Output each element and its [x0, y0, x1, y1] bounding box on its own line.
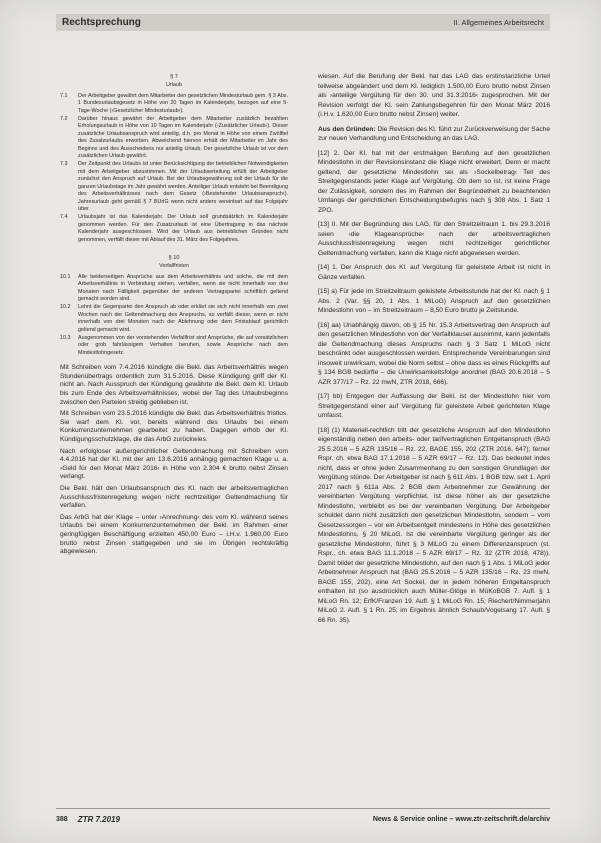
clause — [60, 93, 288, 115]
body-paragraph: Das ArbG hat der Klage – unter ›Anrechnung‹ des vom Kl. während seines Urlaubs bei einem Konkurrenzunternehmen der Bekl. im Rahmen einer geringfügigen Beschäftigung erzielten 450,00 Euro – i.H.v. 1.960,00 Euro brutto nebst Zinsen stattgegeben und sie im Übrigen rechtskräftig abgewiesen. — [60, 513, 288, 556]
journal-logo: ZTR 7.2019 — [77, 814, 120, 824]
page-number: 388 — [56, 815, 68, 823]
body-paragraph: Mit Schreiben vom 23.5.2016 kündigte die Bekl. das Arbeitsverhältnis fristlos. Sie warf dem Kl. vor, bereits während des Urlaubs bei einem Konkurrenzunternehmen gearbeitet zu haben. Dagegen erhob der Kl. Kündigungsschutzklage, die das ArbG zurückwies. — [60, 410, 288, 443]
section-10-subtitle: Verfallfristen — [159, 263, 189, 270]
reasons-lead: Aus den Gründen: — [318, 125, 376, 133]
left-column — [60, 74, 288, 560]
body-paragraph: [14] 1. Der Anspruch des Kl. auf Vergütung für geleistete Arbeit ist nicht in Gänze verfallen. — [318, 264, 550, 281]
body-paragraph: Nach erfolgloser außergerichtlicher Geltendmachung mit Schreiben vom 4.4.2016 hat der Kl. mit der am 13.6.2016 anhängig gemachten Klage u. a. ›Geld für den Monat März 2016‹ in Höhe von 2.304 € brutto nebst Zinsen verlangt. — [60, 447, 288, 481]
header-chapter: II. Allgemeines Arbeitsrecht — [453, 18, 544, 27]
body-paragraph: [15] a) Für jede im Streitzeitraum geleistete Arbeitsstunde hat der Kl. nach § 1 Abs. 2 (Var. §§ 20, 1 Abs. 1 MiLoG) Anspruch auf den gesetzlichen Mindestlohn von – im Streitzeitraum – 8,50 Euro brutto je Zeitstunde. — [318, 288, 550, 314]
section-10-clauses — [60, 274, 288, 357]
clause-number: 7.2 — [60, 116, 68, 123]
clause-text: Der Arbeitgeber gewährt dem Mitarbeiter den gesetzlichen Mindesturlaub gem. § 3 Abs. 1 Bundesurlaubsgesetz in Höhe von 20 Tagen im Kalenderjahr, bezogen auf eine 5-Tage-Woche (›Gesetzlicher Mindesturlaub‹). — [78, 92, 288, 114]
reasons-text: Die Revision des Kl. führt zur Zurückverweisung der Sache zur neuen Verhandlung und Entscheidung an das LAG. — [318, 125, 551, 142]
body-paragraph: Die Bekl. hält den Urlaubsanspruch des Kl. nach der arbeitsvertraglichen Ausschlussfristenregelung wegen nicht rechtzeitiger Geltendmachung für verfallen. — [60, 484, 288, 510]
body-paragraph: [16] aa) Unabhängig davon, ob § 15 Nr. 15.3 Arbeitsvertrag den Anspruch auf den gesetzlichen Mindestlohn von der Verfallklausel ausnimmt, kann jedenfalls die Geltendmachung dieses Anspruchs nach § 3 Satz 1 MiLoG nicht beschränkt oder ausgeschlossen werden. Entsprechende Vereinbarungen sind insoweit unwirksam, wobei die Norm selbst – ohne dass es eines Rückgriffs auf § 134 BGB bedürfte – die Unwirksamkeitsfolge anordnet (BAG 20.6.2018 – 5 AZR 377/17 – Rz. 22 mwN, ZTR 2018, 666). — [318, 321, 550, 386]
body-paragraph: [12] 2. Der Kl. hat mit der erstmaligen Berufung auf den gesetzlichen Mindestlohn in der Revisionsinstanz die Klage nicht erweitert. Denn er macht geltend, der gesetzliche Mindestlohn sei als ›Sockelbetrag‹ Teil des Streitgegenstands jeder Klage auf Vergütung. Ob dem so ist, ist keine Frage der Zulässigkeit, sondern des im Rahmen der Begründetheit zu beachtenden Umfangs der gerichtlichen Entscheidungsbefugnis nach § 308 Abs. 1 Satz 1 ZPO. — [318, 149, 550, 214]
clause-text: Lehnt die Gegenpartei den Anspruch ab oder erklärt sie sich nicht innerhalb von zwei Wochen nach der Geltendmachung des Anspruchs, so verfällt dieser, wenn er nicht innerhalb von drei Monaten nach der Ablehnung oder dem Fristablauf gerichtlich geltend gemacht wird. — [78, 304, 288, 333]
clause-text: Darüber hinaus gewährt der Arbeitgeber dem Mitarbeiter zusätzlich bezahlten Erholungsurlaub in Höhe von 10 Tagen im Kalenderjahr (›Zusätzlicher Urlaub‹). Dieser zusätzliche Urlaubsanspruch wird anteilig, d.h. pro Monat in Höhe von einem Zwölftel des Zusatzurlaubs erworben. Abweichend hiervon erhält der Mitarbeiter im Jahr des Beginns und des Ausscheidens nur anteilig Urlaub. Der gesetzliche Urlaub ist vor dem zusätzlichen Urlaub gewährt. — [78, 116, 288, 160]
clause — [60, 335, 288, 357]
page-footer — [56, 812, 550, 826]
section-7-clauses — [60, 93, 288, 244]
clause — [60, 161, 288, 213]
section-7-title: § 7 — [170, 74, 178, 80]
footer-left — [56, 815, 120, 824]
clause — [60, 116, 288, 160]
clause-number: 10.3 — [60, 335, 71, 341]
section-10-title: § 10 — [168, 254, 180, 261]
footer-link[interactable]: News & Service online – www.ztr-zeitschrift.de/archiv — [372, 815, 550, 823]
section-7-subtitle: Urlaub — [166, 82, 182, 89]
clause-number: 7.4 — [60, 214, 68, 221]
clause-text: Alle beiderseitigen Ansprüche aus dem Arbeitsverhältnis und solche, die mit dem Arbeitsverhältnis in Verbindung stehen, verfallen, wenn sie nicht innerhalb von drei Monaten nach Fälligkeit gegenüber der anderen Vertragspartei schriftlich geltend gemacht worden sind. — [78, 273, 288, 302]
clause-number: 10.1 — [60, 273, 71, 280]
right-column — [318, 72, 550, 630]
clause-text: Der Zeitpunkt des Urlaubs ist unter Berücksichtigung der betrieblichen Notwendigkeiten mit dem Arbeitgeber abzustimmen. Mit der Urlaubserteilung erfüllt der Arbeitgeber zunächst den Anspruch auf Urlaub. Bei der Urlaubsgewährung soll der Urlaub für die ganzen Urlaubstage im Jahr gewährt werden. Anteiliger Urlaub entsteht bei Beendigung des Arbeitsverhältnisses nach dem Gesetz (›Bestehender Urlaubsanspruch‹). Jahresurlaub geht gemäß § 7 BUrlG wenn nicht anders vereinbart auf das Folgejahr über. — [78, 161, 288, 212]
running-header — [56, 14, 550, 31]
clause — [60, 304, 288, 334]
body-paragraph: [18] (1) Materiell-rechtlich tritt der gesetzliche Anspruch auf den Mindestlohn eigenständig neben den arbeits- oder tarifvertraglichen Entgeltanspruch (BAG 25.5.2016 – 5 AZR 135/16 – Rz. 22, BAGE 155, 202 (ZTR 2016, 647); ferner Rspr. ch. etwa BAG 17.1.2018 – 5 AZR 69/17 – Rz. 12). Das bedeutet indes nicht, dass er ohne jeden Zusammenhang zu den sonstigen Grundlagen der Vergütung stünde. Der Arbeitgeber ist nach § 611 Abs. 1 BGB bzw. seit 1. April 2017 nach § 611a Abs. 2 BGB dem Arbeitnehmer zur Gewährung der vereinbarten Vergütung verpflichtet. Ist diese höher als der gesetzliche Mindestlohn, verbleibt es bei der vereinbarten Vergütung. Der Arbeitgeber schuldet dann nicht zusätzlich den gesetzlichen Mindestlohn, sondern – vom Gesetzessorgen – vor ein Arbeitsentgelt mindestens in Höhe des gesetzlichen Mindestlohns, § 20 MiLoG. Ist die vereinbarte Vergütung geringer als der gesetzliche Mindestlohn, führt § 3 MiLoG zu einem Differenzanspruch (st. Rspr., ch. etwa BAG 11.1.2018 – 5 AZR 69/17 – Rz. 32 (ZTR 2018, 478)). Damit bildet der gesetzliche Mindestlohn, auf den nach § 1 Abs. 1 MiLoG jeder Arbeitnehmer Anspruch hat (BAG 25.5.2016 – 5 AZR 135/16 – Rz. 23 mwN, BAGE 155, 202), eine Art Sockel, der in jedem höheren Entgeltanspruch enthalten ist (so ausdrücklich auch Müller-Glöge in MüKoBGB 7. Aufl. § 1 MiLoG Rn. 12; ErfK/Franzen 19. Aufl. § 1 MiLoG Rn. 15; Riechert/Nimmerjahn MiLoG 2. Aufl. § 1 Rn. 25; im Ergebnis ähnlich Schaub/Vogelsang 17. Aufl. § 66 Rn. 35). — [318, 426, 550, 624]
body-paragraph: Mit Schreiben vom 7.4.2016 kündigte die Bekl. das Arbeitsverhältnis wegen Stundenübertrags ordentlich zum 31.5.2016. Diese Kündigung griff der Kl. nicht an. Nach Ausspruch der Kündigung gewährte die Bekl. dem Kl. Urlaub bis zum Ende des Arbeitsverhältnisses, wobei der Tag des Urlaubsbeginns zwischen den Parteien streitig geblieben ist. — [60, 364, 288, 406]
body-paragraph: wiesen. Auf die Berufung der Bekl. hat das LAG das erstinstanzliche Urteil teilweise abgeändert und dem Kl. lediglich 1.500,00 Euro brutto nebst Zinsen als ›anteilige Vergütung für den 30. und 31.3.2016‹ zugesprochen. Mit der Revision verfolgt der Kl. sein Zahlungsbegehren für den Monat März 2016 (i.H.v. 1.620,00 Euro brutto nebst Zinsen) weiter. — [318, 73, 550, 118]
body-paragraph: [17] bb) Entgegen der Auffassung der Bekl. ist der Mindestlohn hier vom Streitgegenstand einer auf Vergütung für geleistete Arbeit gerichteten Klage umfasst. — [318, 393, 550, 419]
clause-number: 7.3 — [60, 161, 68, 168]
clause-text: Ausgenommen von der vorstehenden Verfallfrist sind Ansprüche, die auf vorsätzlichem oder grob fahrlässigem Verhalten beruhen, sowie Ansprüche nach dem Mindestlohngesetz. — [78, 335, 288, 356]
footer-rule — [56, 808, 550, 809]
clause — [60, 214, 288, 244]
header-section: Rechtsprechung — [62, 17, 141, 28]
clause-number: 10.2 — [60, 304, 71, 311]
reasons-paragraph — [318, 125, 550, 144]
body-paragraph: [13] II. Mit der Begründung des LAG, für den Streitzeitraum 1. bis 29.3.2016 seien ›die Klageansprüche‹ nach der arbeitsvertraglichen Ausschlussfristenregelung wegen nicht rechtzeitiger gerichtlicher Geltendmachung verfallen, kann die Klage nicht abgewiesen werden. — [318, 221, 550, 257]
clause-number: 7.1 — [60, 92, 68, 99]
spacer — [60, 245, 288, 255]
clause — [60, 274, 288, 304]
clause-text: Urlaubsjahr ist das Kalenderjahr. Der Urlaub soll grundsätzlich im Kalenderjahr genommen werden. Für den Zusatzurlaub ist eine Übertragung in das nächste Kalenderjahr ausgeschlossen. Wird der Urlaub aus betrieblichen Gründen nicht genommen, verfällt dieser mit Ablauf des 31. März des Folgejahres. — [78, 214, 288, 243]
